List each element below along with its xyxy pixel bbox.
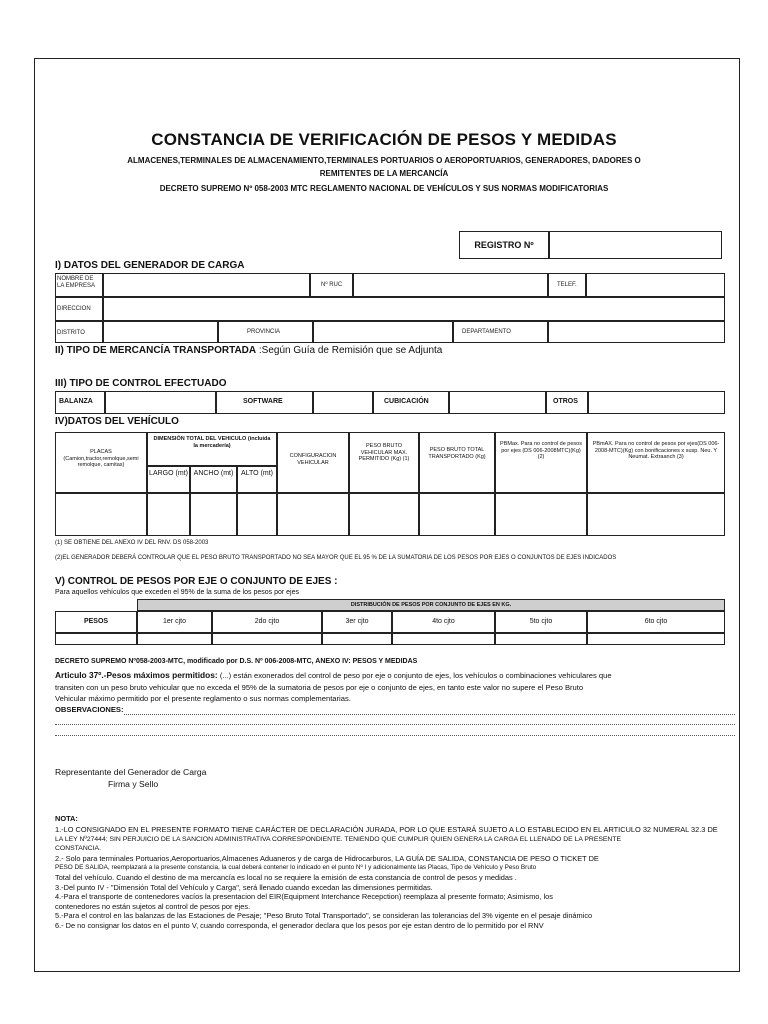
otros-label-cell <box>546 391 588 414</box>
pesos-row-label <box>55 633 137 645</box>
decree-line: DECRETO SUPREMO Nº 058-2003 MTC REGLAMENTO NACIONAL DE VEHÍCULOS Y SUS NORMAS MODIFICATORIAS <box>159 184 609 193</box>
col-4-header <box>392 611 495 633</box>
nota-line-2: LA LEY Nº27444; SIN PERJUICIO DE LA SANCION ADMINISTRATIVA CORRESPONDIENTE. TENIENDO QUE CUMPLIR QUIEN GENERA LA CARGA EL LLENADO DE LA PRESENTE <box>55 835 622 843</box>
largo-label: LARGO (mt) <box>149 470 188 477</box>
distrib-header <box>137 599 725 611</box>
decreto-heading: DECRETO SUPREMO Nº058-2003-MTC, modificado por D.S. Nº 006-2008-MTC, ANEXO IV: PESOS Y MEDIDAS <box>55 658 418 665</box>
software-label: SOFTWARE <box>243 398 283 405</box>
ruc-label: Nº RUC <box>321 282 343 288</box>
provincia-label: PROVINCIA <box>247 329 281 335</box>
pbmax2-header <box>587 432 725 493</box>
balanza-label: BALANZA <box>59 398 93 405</box>
pbmax1-label: PBMax. Para no control de pesos por ejes (DS 006-2008MTC)(Kg) (2) <box>500 441 582 460</box>
col-5-label: 5to cjto <box>529 618 553 625</box>
ancho-header <box>190 466 237 493</box>
balanza-label-cell <box>55 391 105 414</box>
registro-label-cell <box>459 231 549 259</box>
nota-line-10: 5.-Para el control en las balanzas de las Estaciones de Pesaje; "Peso Bruto Total Transportado", se consideran las tolerancias del 3% vigente en el pesaje dinámico <box>55 911 593 921</box>
peso-max-input[interactable] <box>349 493 419 536</box>
section-5-title: V) CONTROL DE PESOS POR EJE O CONJUNTO DE EJES : <box>55 576 338 587</box>
section-4-title: IV)DATOS DEL VEHÍCULO <box>55 416 179 427</box>
departamento-label: DEPARTAMENTO <box>462 329 511 335</box>
ancho-label: ANCHO (mt) <box>193 470 234 477</box>
section-5-subtitle: Para aquellos vehículos que exceden el 95% de la suma de los pesos por ejes <box>55 589 299 596</box>
distrito-label: DISTRITO <box>57 330 85 336</box>
articulo-37-text: (...) están exonerados del control de peso por eje o conjunto de ejes, los vehículos o combinaciones vehiculares que <box>217 671 612 680</box>
alto-label: ALTO (mt) <box>240 470 274 477</box>
alto-header <box>237 466 277 493</box>
config-label: CONFIGURACION VEHICULAR <box>289 453 337 466</box>
placas-header <box>55 432 147 493</box>
peso-total-header <box>419 432 495 493</box>
cubicacion-label-cell <box>373 391 449 414</box>
observaciones-label: OBSERVACIONES: <box>55 705 124 714</box>
cjto-6-input[interactable] <box>587 633 725 645</box>
subtitle-line-1: ALMACENES,TERMINALES DE ALMACENAMIENTO,TERMINALES PORTUARIOS O AEROPORTUARIOS, GENERADORES, DADORES O <box>127 156 641 165</box>
col-2-header <box>212 611 322 633</box>
col-1-label: 1er cjto <box>163 618 186 625</box>
observaciones-line-2[interactable] <box>55 724 735 725</box>
departamento-label-cell <box>453 321 548 343</box>
config-input[interactable] <box>277 493 349 536</box>
software-label-cell <box>216 391 313 414</box>
otros-label: OTROS <box>553 398 578 405</box>
alto-input[interactable] <box>237 493 277 536</box>
observaciones-line-3[interactable] <box>55 735 735 736</box>
pbmax2-input[interactable] <box>587 493 725 536</box>
peso-max-label: PESO BRUTO VEHICULAR MAX. PERMITIDO (Kg) (1) <box>358 443 410 462</box>
subtitle-line-2: REMITENTES DE LA MERCANCÍA <box>319 169 449 178</box>
pesos-label-cell <box>55 611 137 633</box>
nombre-input[interactable] <box>103 273 310 297</box>
footnote-1: (1) SE OBTIENE DEL ANEXO IV DEL RNV. DS 058-2003 <box>55 540 209 546</box>
section-3-title: III) TIPO DE CONTROL EFECTUADO <box>55 378 227 389</box>
col-3-label: 3er cjto <box>345 618 369 625</box>
articulo-37-line-2: transiten con un peso bruto vehicular que no exceda el 95% de la sumatoria de pesos por eje o conjunto de ejes, en tanto este valor no supere el Peso Bruto <box>55 683 584 692</box>
cjto-5-input[interactable] <box>495 633 587 645</box>
ancho-input[interactable] <box>190 493 237 536</box>
peso-total-label: PESO BRUTO TOTAL TRANSPORTADO (Kg) <box>428 447 486 460</box>
nota-line-1: 1.-LO CONSIGNADO EN EL PRESENTE FORMATO TIENE CARÁCTER DE DECLARACIÓN JURADA, POR LO QUE ESTARÁ SUJETO A LO ESTABLECIDO EN EL ARTICULO 32 NUMERAL 32.3 DE <box>55 825 718 834</box>
pbmax1-header <box>495 432 587 493</box>
nota-line-5: PESO DE SALIDA, reemplazará a la presente constancia, la cual deberá contener lo indicado en el punto Nº I y adicionalmente las Placas, Tipo de Vehículo y Peso Bruto <box>55 864 537 872</box>
col-6-label: 6to cjto <box>644 618 668 625</box>
registro-label: REGISTRO Nº <box>474 240 534 250</box>
direccion-input[interactable] <box>103 297 725 321</box>
distrito-input[interactable] <box>103 321 218 343</box>
nota-line-6: Total del vehículo. Cuando el destino de ma mercancía es local no se requiere la emisión de esta constancia de control de pesos y medidas . <box>55 872 517 882</box>
nota-line-7: 3.-Del punto IV - "Dimensión Total del Vehículo y Carga", será llenado cuando excedan las dimensiones permitidas. <box>55 882 433 892</box>
col-1-header <box>137 611 212 633</box>
col-5-header <box>495 611 587 633</box>
articulo-37-title: Articulo 37º.-Pesos máximos permitidos: <box>55 670 218 680</box>
nota-line-8: 4.-Para el transporte de contenedores vacíos la presentacion del EIR(Equipment Interchance Recepction) reemplaza al presente formato; Asimismo, los <box>55 892 553 902</box>
section-1-title: I) DATOS DEL GENERADOR DE CARGA <box>55 260 245 271</box>
registro-input[interactable] <box>549 231 722 259</box>
dimension-label: DIMENSIÓN TOTAL DEL VEHICULO (incluida la mercadería) <box>153 436 271 449</box>
departamento-input[interactable] <box>548 321 725 343</box>
col-2-label: 2do cjto <box>254 618 280 625</box>
placas-input[interactable] <box>55 493 147 536</box>
articulo-37-line-3: Vehicular máximo permitido por el presente reglamento o sus normas complementarias. <box>55 694 351 703</box>
nota-line-3: CONSTANCIA. <box>55 845 101 853</box>
cjto-1-input[interactable] <box>137 633 212 645</box>
cjto-4-input[interactable] <box>392 633 495 645</box>
col-3-header <box>322 611 392 633</box>
nota-line-9: contenedores no están sujetos al control de pesos por ejes. <box>55 901 251 911</box>
placas-label: PLACAS (Camion,tractor,remolque,semi remolque, camitas) <box>63 449 139 468</box>
nota-line-4: 2.- Solo para terminales Portuarios,Aeroportuarios,Almacenes Aduaneros y de carga de Hidrocarburos, LA GUÍA DE SALIDA, CONSTANCIA DE PESO O TICKET DE <box>55 853 599 863</box>
software-input[interactable] <box>313 391 373 414</box>
nota-list <box>55 825 735 931</box>
balanza-input[interactable] <box>105 391 216 414</box>
cubicacion-input[interactable] <box>449 391 546 414</box>
provincia-input[interactable] <box>313 321 453 343</box>
largo-input[interactable] <box>147 493 190 536</box>
articulo-37-line <box>55 670 612 680</box>
otros-input[interactable] <box>588 391 725 414</box>
direccion-label-cell <box>55 297 103 321</box>
cjto-3-input[interactable] <box>322 633 392 645</box>
telef-label: TELEF. <box>557 282 577 288</box>
distrito-label-cell <box>55 321 103 343</box>
col-4-label: 4to cjto <box>432 618 455 625</box>
footnote-2: (2)EL GENERADOR DEBERÁ CONTROLAR QUE EL PESO BRUTO TRANSPORTADO NO SEA MAYOR QUE EL 95 % DE LA SUMATORIA DE LOS PESOS POR EJES O CONJUNTOS DE EJES INDICADOS <box>55 555 617 561</box>
section-2-title: II) TIPO DE MERCANCÍA TRANSPORTADA <box>55 345 257 356</box>
pbmax2-label: PBmAX. Para no control de pesos por ejes(DS 006-2008-MTC)(Kg) con bonificaciones x susp. Neu. Y Neumat. Extraanch (3) <box>592 441 720 460</box>
cubicacion-label: CUBICACIÓN <box>384 398 429 405</box>
ruc-label-cell <box>310 273 353 297</box>
col-6-header <box>587 611 725 633</box>
telef-label-cell <box>548 273 586 297</box>
nombre-label: NOMBRE DE LA EMPRESA <box>57 276 96 289</box>
observaciones-line-1[interactable] <box>124 714 735 715</box>
telef-input[interactable] <box>586 273 725 297</box>
cjto-2-input[interactable] <box>212 633 322 645</box>
pesos-label: PESOS <box>83 618 109 625</box>
form-title: CONSTANCIA DE VERIFICACIÓN DE PESOS Y MEDIDAS <box>151 130 617 149</box>
largo-header <box>147 466 190 493</box>
config-header <box>277 432 349 493</box>
ruc-input[interactable] <box>353 273 548 297</box>
pbmax1-input[interactable] <box>495 493 587 536</box>
section-2-text: :Según Guía de Remisión que se Adjunta <box>258 345 443 356</box>
section-2 <box>55 345 442 356</box>
peso-max-header <box>349 432 419 493</box>
nota-line-11: 6.- De no consignar los datos en el punto V, cuando corresponda, el generador declara que los pesos por eje estan dentro de lo permitido por el RNV <box>55 920 544 930</box>
dimension-header <box>147 432 277 466</box>
nota-title: NOTA: <box>55 814 78 823</box>
representante-label: Representante del Generador de Carga <box>55 767 207 777</box>
firma-sello-label: Firma y Sello <box>108 779 159 789</box>
distrib-label: DISTRIBUCIÓN DE PESOS POR CONJUNTO DE EJES EN KG. <box>350 602 512 608</box>
peso-total-input[interactable] <box>419 493 495 536</box>
provincia-label-cell <box>218 321 313 343</box>
nombre-label-cell <box>55 273 103 297</box>
direccion-label: DIRECCION <box>57 306 91 312</box>
